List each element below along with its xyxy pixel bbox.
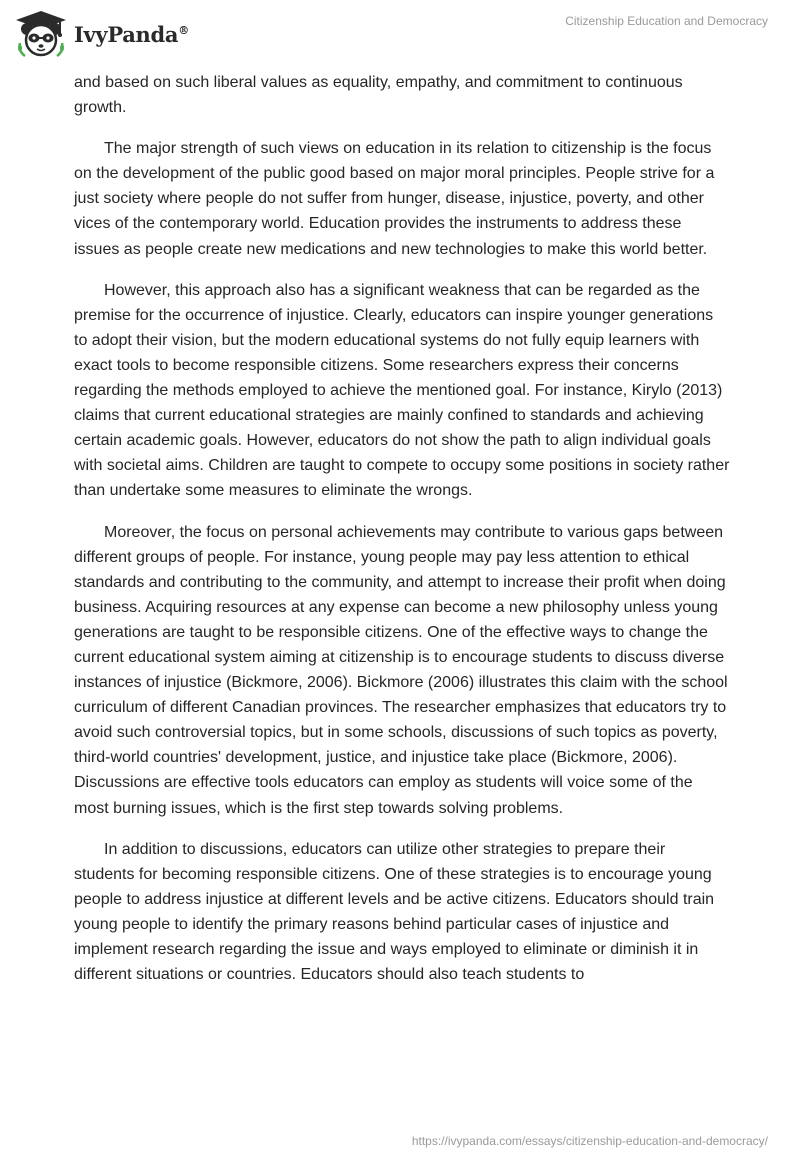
paragraph: However, this approach also has a significant weakness that can be regarded as the premise for the occurrence of injustice. Clearly, educators can inspire younger generations to adopt their vision, but the modern educational systems do not fully equip learners with exact tools to become responsible citizens. Some researchers express their concerns regarding the methods employed to achieve the mentioned goal. For instance, Kirylo (2013) claims that current educational strategies are mainly confined to standards and achieving certain academic goals. However, educators do not show the path to align individual goals with societal aims. Children are taught to compete to occupy some positions in society rather than undertake some measures to eliminate the wrongs.	[74, 281, 730, 500]
paragraph: The major strength of such views on education in its relation to citizenship is the focus on the development of the public good based on major moral principles. People strive for a just society where people do not suffer from hunger, disease, injustice, poverty, and other vices of the contemporary world. Education provides the instruments to address these issues as people create new medications and new technologies to make this world better.	[74, 140, 715, 258]
essay-body	[74, 70, 730, 1003]
panda-graduation-cap-icon	[14, 9, 68, 59]
paragraph: and based on such liberal values as equality, empathy, and commitment to continuous growth.	[74, 74, 683, 117]
paragraph: In addition to discussions, educators can utilize other strategies to prepare their students for becoming responsible citizens. One of these strategies is to encourage young people to address injustice at different levels and be active citizens. Educators should train young people to identify the primary reasons behind particular cases of injustice and implement research regarding the issue and ways employed to eliminate or diminish it in different situations or countries. Educators should also teach students to	[74, 840, 715, 984]
page-header	[0, 0, 800, 70]
source-url[interactable]: https://ivypanda.com/essays/citizenship-education-and-democracy/	[411, 1134, 768, 1148]
document-title: Citizenship Education and Democracy	[565, 14, 768, 28]
brand-name: IvyPanda®	[74, 21, 189, 47]
ivypanda-logo[interactable]	[14, 9, 189, 59]
paragraph: Moreover, the focus on personal achievements may contribute to various gaps between different groups of people. For instance, young people may pay less attention to ethical standards and contributing to the community, and attempt to increase their profit when doing business. Acquiring resources at any expense can become a new philosophy unless young generations are taught to be responsible citizens. One of the effective ways to change the current educational system aiming at citizenship is to encourage students to discuss diverse instances of injustice (Bickmore, 2006). Bickmore (2006) illustrates this claim with the school curriculum of different Canadian provinces. The researcher emphasizes that educators try to avoid such controversial topics, but in some schools, discussions of such topics as poverty, third-world countries' development, justice, and injustice take place (Bickmore, 2006). Discussions are effective tools educators can employ as students will voice some of the most burning issues, which is the first step towards solving problems.	[74, 523, 728, 817]
